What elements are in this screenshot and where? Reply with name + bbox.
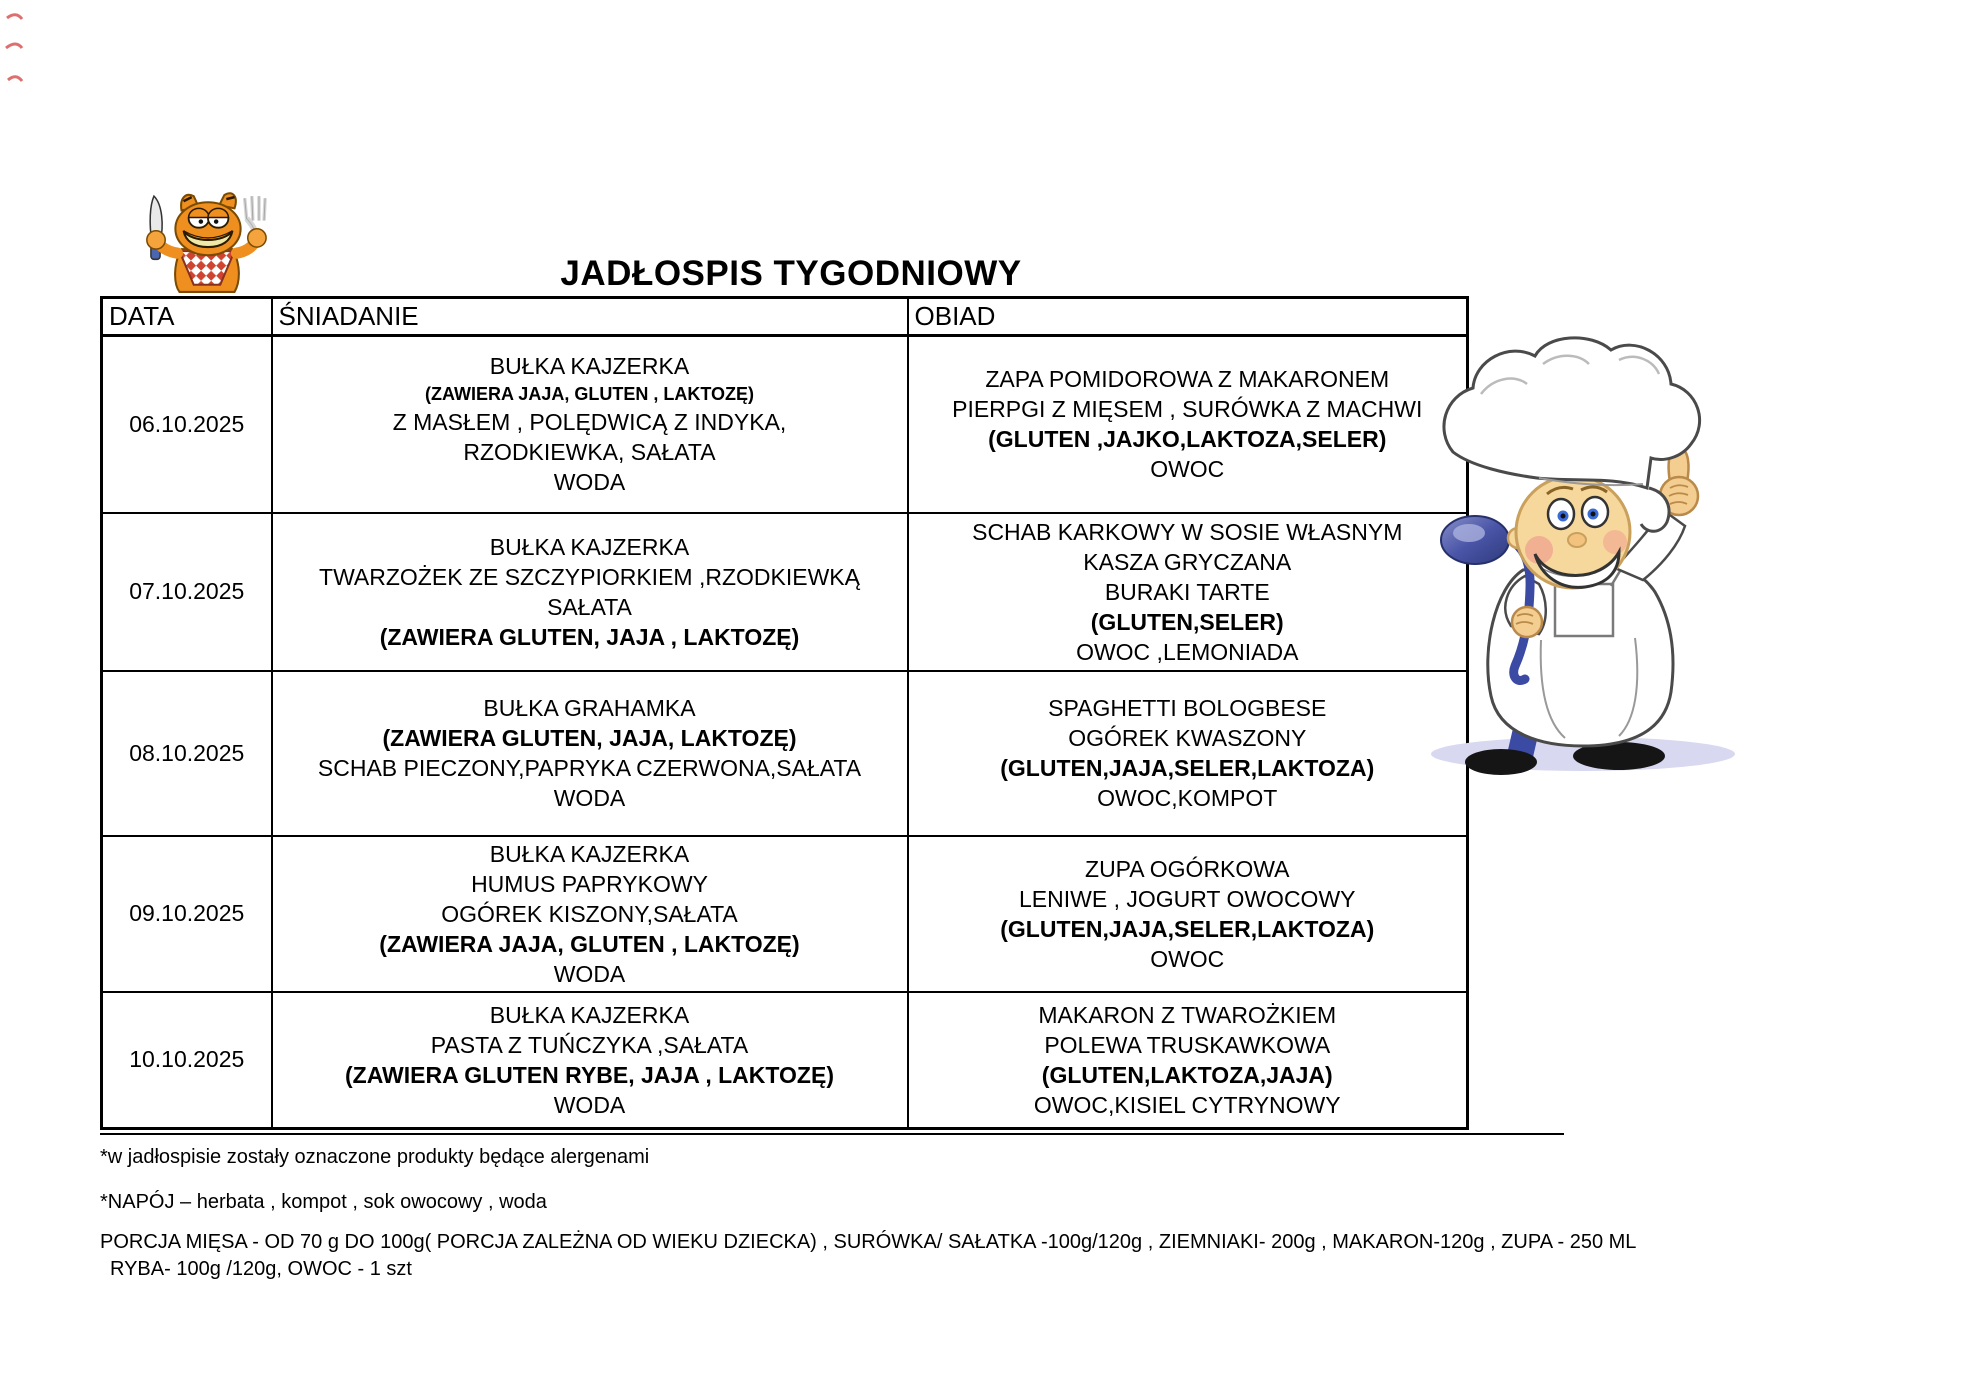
breakfast-cell <box>272 992 908 1129</box>
header-lunch: OBIAD <box>908 298 1468 336</box>
menu-line: BUŁKA KAJZERKA <box>489 840 690 867</box>
date-cell: 10.10.2025 <box>102 992 272 1129</box>
menu-line: RZODKIEWKA, SAŁATA <box>463 439 716 466</box>
menu-line: BUŁKA KAJZERKA <box>489 1001 690 1028</box>
menu-line: BUŁKA KAJZERKA <box>489 353 690 380</box>
chef-illustration <box>1423 330 1763 820</box>
header-date: DATA <box>102 298 272 336</box>
menu-line: (GLUTEN,JAJA,SELER,LAKTOZA) <box>1000 755 1375 781</box>
menu-line: (ZAWIERA JAJA, GLUTEN , LAKTOZĘ) <box>424 384 754 405</box>
bottom-rule <box>100 1133 1564 1135</box>
table-row <box>102 513 1468 671</box>
footnote-portions-line1: PORCJA MIĘSA - OD 70 g DO 100g( PORCJA ZALEŻNA OD WIEKU DZIECKA) , SURÓWKA/ SAŁATKA -100g/120g , ZIEMNIAKI- 200g , MAKARON-120g , ZUPA - 250 ML <box>100 1231 1637 1253</box>
menu-line: BUŁKA KAJZERKA <box>489 533 690 560</box>
chef-apron-bib <box>1555 584 1613 636</box>
menu-line: OWOC <box>1150 456 1225 483</box>
table-row <box>102 836 1468 992</box>
menu-line: (GLUTEN ,JAJKO,LAKTOZA,SELER) <box>988 426 1387 453</box>
menu-line: Z MASŁEM , POLĘDWICĄ Z INDYKA, <box>392 409 787 436</box>
chef-shoe-left <box>1465 749 1537 775</box>
menu-line: (ZAWIERA JAJA, GLUTEN , LAKTOZĘ) <box>379 930 800 957</box>
menu-line: (GLUTEN,JAJA,SELER,LAKTOZA) <box>1000 915 1375 942</box>
lunch-cell <box>908 671 1468 836</box>
menu-line: OWOC,KISIEL CYTRYNOWY <box>1033 1091 1341 1118</box>
menu-line: BURAKI TARTE <box>1104 578 1270 605</box>
menu-table <box>100 296 1469 1130</box>
date-cell: 08.10.2025 <box>102 671 272 836</box>
menu-line: LENIWE , JOGURT OWOCOWY <box>1019 885 1356 912</box>
menu-line: SCHAB PIECZONY,PAPRYKA CZERWONA,SAŁATA <box>317 755 862 781</box>
table-header-row <box>102 298 1468 336</box>
menu-line: OGÓREK KWASZONY <box>1068 725 1307 751</box>
menu-line: POLEWA TRUSKAWKOWA <box>1044 1031 1331 1058</box>
red-scan-marks <box>2 6 42 106</box>
menu-table-body <box>102 336 1468 1129</box>
menu-line: (ZAWIERA GLUTEN RYBE, JAJA , LAKTOZĘ) <box>345 1061 834 1088</box>
lunch-cell <box>908 836 1468 992</box>
breakfast-cell <box>272 836 908 992</box>
lunch-cell <box>908 513 1468 671</box>
menu-line: KASZA GRYCZANA <box>1083 548 1292 575</box>
menu-line: TWARZOŻEK ZE SZCZYPIORKIEM ,RZODKIEWKĄ <box>319 563 860 590</box>
menu-line: OWOC ,LEMONIADA <box>1076 638 1299 665</box>
menu-line: OWOC <box>1150 945 1225 972</box>
menu-line: (ZAWIERA GLUTEN, JAJA, LAKTOZĘ) <box>382 725 797 751</box>
page-title: JADŁOSPIS TYGODNIOWY <box>560 254 1022 293</box>
footnote-allergens: *w jadłospisie zostały oznaczone produkty będące alergenami <box>100 1146 650 1168</box>
menu-line: HUMUS PAPRYKOWY <box>471 870 708 897</box>
menu-line: ZUPA OGÓRKOWA <box>1085 855 1290 882</box>
breakfast-cell <box>272 671 908 836</box>
date-cell: 06.10.2025 <box>102 336 272 513</box>
lunch-cell <box>908 336 1468 513</box>
menu-line: BUŁKA GRAHAMKA <box>483 695 696 721</box>
menu-line: SPAGHETTI BOLOGBESE <box>1048 695 1327 721</box>
menu-line: PIERPGI Z MIĘSEM , SURÓWKA Z MACHWI <box>952 396 1423 423</box>
menu-line: (ZAWIERA GLUTEN, JAJA , LAKTOZĘ) <box>379 623 800 650</box>
menu-line: PASTA Z TUŃCZYKA ,SAŁATA <box>430 1031 749 1058</box>
breakfast-cell <box>272 336 908 513</box>
date-cell: 07.10.2025 <box>102 513 272 671</box>
menu-line: MAKARON Z TWAROŻKIEM <box>1038 1001 1337 1028</box>
garfield-paw-right <box>248 229 266 247</box>
menu-line: ZAPA POMIDOROWA Z MAKARONEM <box>985 366 1390 393</box>
garfield-paw-left <box>147 231 165 249</box>
menu-line: SAŁATA <box>547 593 632 620</box>
table-row <box>102 992 1468 1129</box>
date-cell: 09.10.2025 <box>102 836 272 992</box>
menu-line: OWOC,KOMPOT <box>1097 785 1278 811</box>
header-breakfast: ŚNIADANIE <box>272 298 908 336</box>
footnote-portions-line2: RYBA- 100g /120g, OWOC - 1 szt <box>110 1258 412 1280</box>
table-row <box>102 671 1468 836</box>
footnote-drinks: *NAPÓJ – herbata , kompot , sok owocowy , woda <box>100 1191 547 1213</box>
breakfast-cell <box>272 513 908 671</box>
menu-line: OGÓREK KISZONY,SAŁATA <box>441 900 738 927</box>
menu-line: WODA <box>553 960 626 987</box>
menu-line: WODA <box>553 1091 626 1118</box>
menu-line: SCHAB KARKOWY W SOSIE WŁASNYM <box>972 518 1403 545</box>
menu-line: (GLUTEN,LAKTOZA,JAJA) <box>1041 1061 1333 1088</box>
table-row <box>102 336 1468 513</box>
menu-line: WODA <box>553 785 626 811</box>
lunch-cell <box>908 992 1468 1129</box>
menu-line: WODA <box>553 469 626 496</box>
menu-line: (GLUTEN,SELER) <box>1090 608 1284 635</box>
